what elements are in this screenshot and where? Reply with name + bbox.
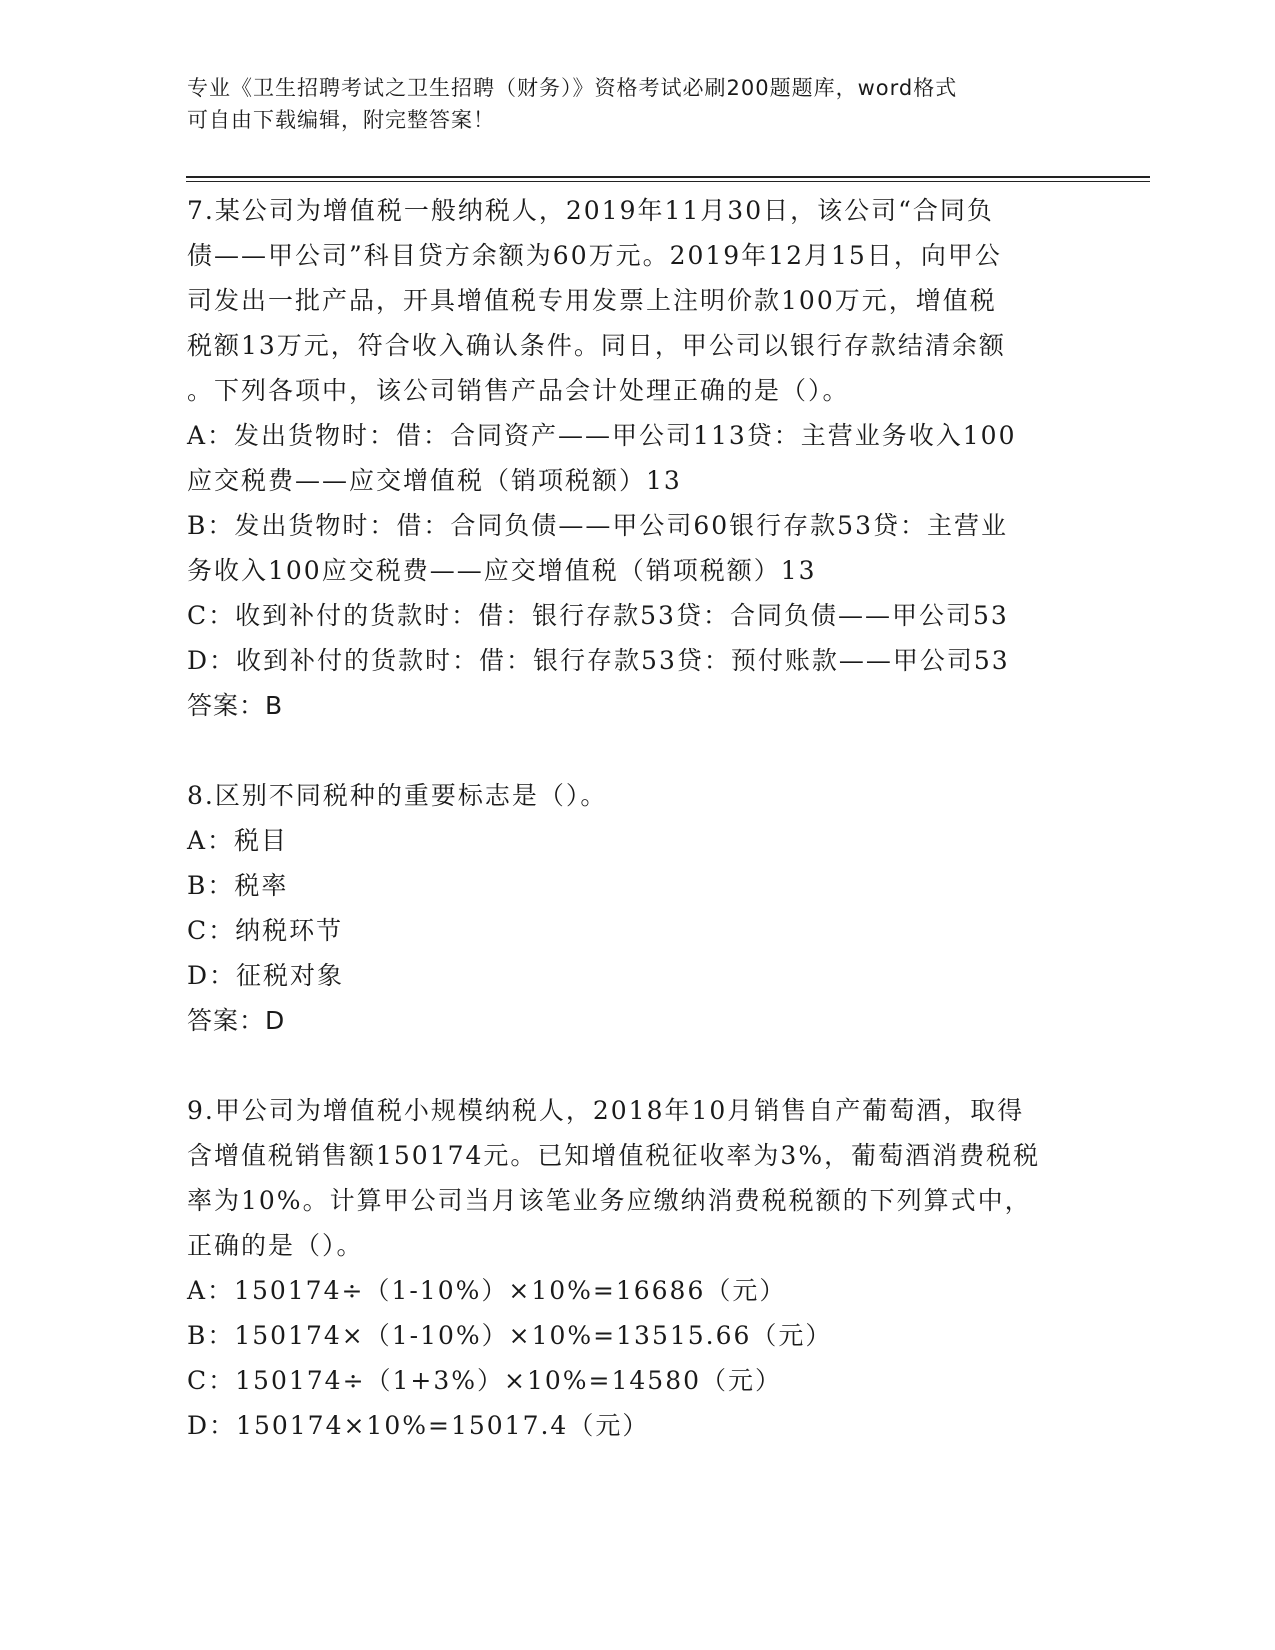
question-stem-line: 司发出一批产品，开具增值税专用发票上注明价款100万元，增值税	[187, 286, 997, 315]
header-line: 可自由下载编辑，附完整答案！	[187, 108, 495, 132]
option-d-line: D：收到补付的货款时：借：银行存款53贷：预付账款——甲公司53	[187, 646, 1010, 675]
question-stem-line: 7.某公司为增值税一般纳税人，2019年11月30日，该公司“合同负	[187, 196, 994, 225]
option-a-line: A：150174÷（1-10%）×10%=16686（元）	[187, 1276, 787, 1305]
header-divider-thin	[186, 181, 1150, 182]
document-header	[187, 72, 1067, 136]
question-stem-line: 债——甲公司”科目贷方余额为60万元。2019年12月15日，向甲公	[187, 241, 1002, 270]
spacer	[187, 728, 1087, 773]
option-d-line: D：150174×10%=15017.4（元）	[187, 1411, 650, 1440]
question-7	[187, 188, 1087, 728]
header-line: 专业《卫生招聘考试之卫生招聘（财务）》资格考试必刷200题题库，word格式	[187, 76, 958, 100]
option-c-line: C：150174÷（1+3%）×10%=14580（元）	[187, 1366, 783, 1395]
option-b-line: B：发出货物时：借：合同负债——甲公司60银行存款53贷：主营业	[187, 511, 1008, 540]
question-stem-line: 率为10%。计算甲公司当月该笔业务应缴纳消费税税额的下列算式中，	[187, 1186, 1032, 1215]
question-stem-line: 含增值税销售额150174元。已知增值税征收率为3%，葡萄酒消费税税	[187, 1141, 1041, 1170]
option-d-line: D：征税对象	[187, 961, 345, 990]
option-c-line: C：纳税环节	[187, 916, 344, 945]
question-stem-line: 正确的是（）。	[187, 1231, 364, 1260]
option-c-line: C：收到补付的货款时：借：银行存款53贷：合同负债——甲公司53	[187, 601, 1009, 630]
option-a-line: 应交税费——应交增值税（销项税额）13	[187, 466, 682, 495]
option-b-line: 务收入100应交税费——应交增值税（销项税额）13	[187, 556, 817, 585]
header-divider-thick	[186, 176, 1150, 178]
question-stem-line: 税额13万元，符合收入确认条件。同日，甲公司以银行存款结清余额	[187, 331, 1006, 360]
answer-label: 答案：B	[187, 691, 284, 720]
option-b-line: B：税率	[187, 871, 289, 900]
question-8	[187, 773, 1087, 1043]
question-stem-line: 。下列各项中，该公司销售产品会计处理正确的是（）。	[187, 376, 850, 405]
answer-label: 答案：D	[187, 1006, 286, 1035]
option-b-line: B：150174×（1-10%）×10%=13515.66（元）	[187, 1321, 833, 1350]
question-list	[187, 188, 1087, 1448]
option-a-line: A：税目	[187, 826, 289, 855]
option-a-line: A：发出货物时：借：合同资产——甲公司113贷：主营业务收入100	[187, 421, 1017, 450]
spacer	[187, 1043, 1087, 1088]
question-9	[187, 1088, 1087, 1448]
question-stem-line: 9.甲公司为增值税小规模纳税人，2018年10月销售自产葡萄酒，取得	[187, 1096, 1025, 1125]
question-stem-line: 8.区别不同税种的重要标志是（）。	[187, 781, 608, 810]
